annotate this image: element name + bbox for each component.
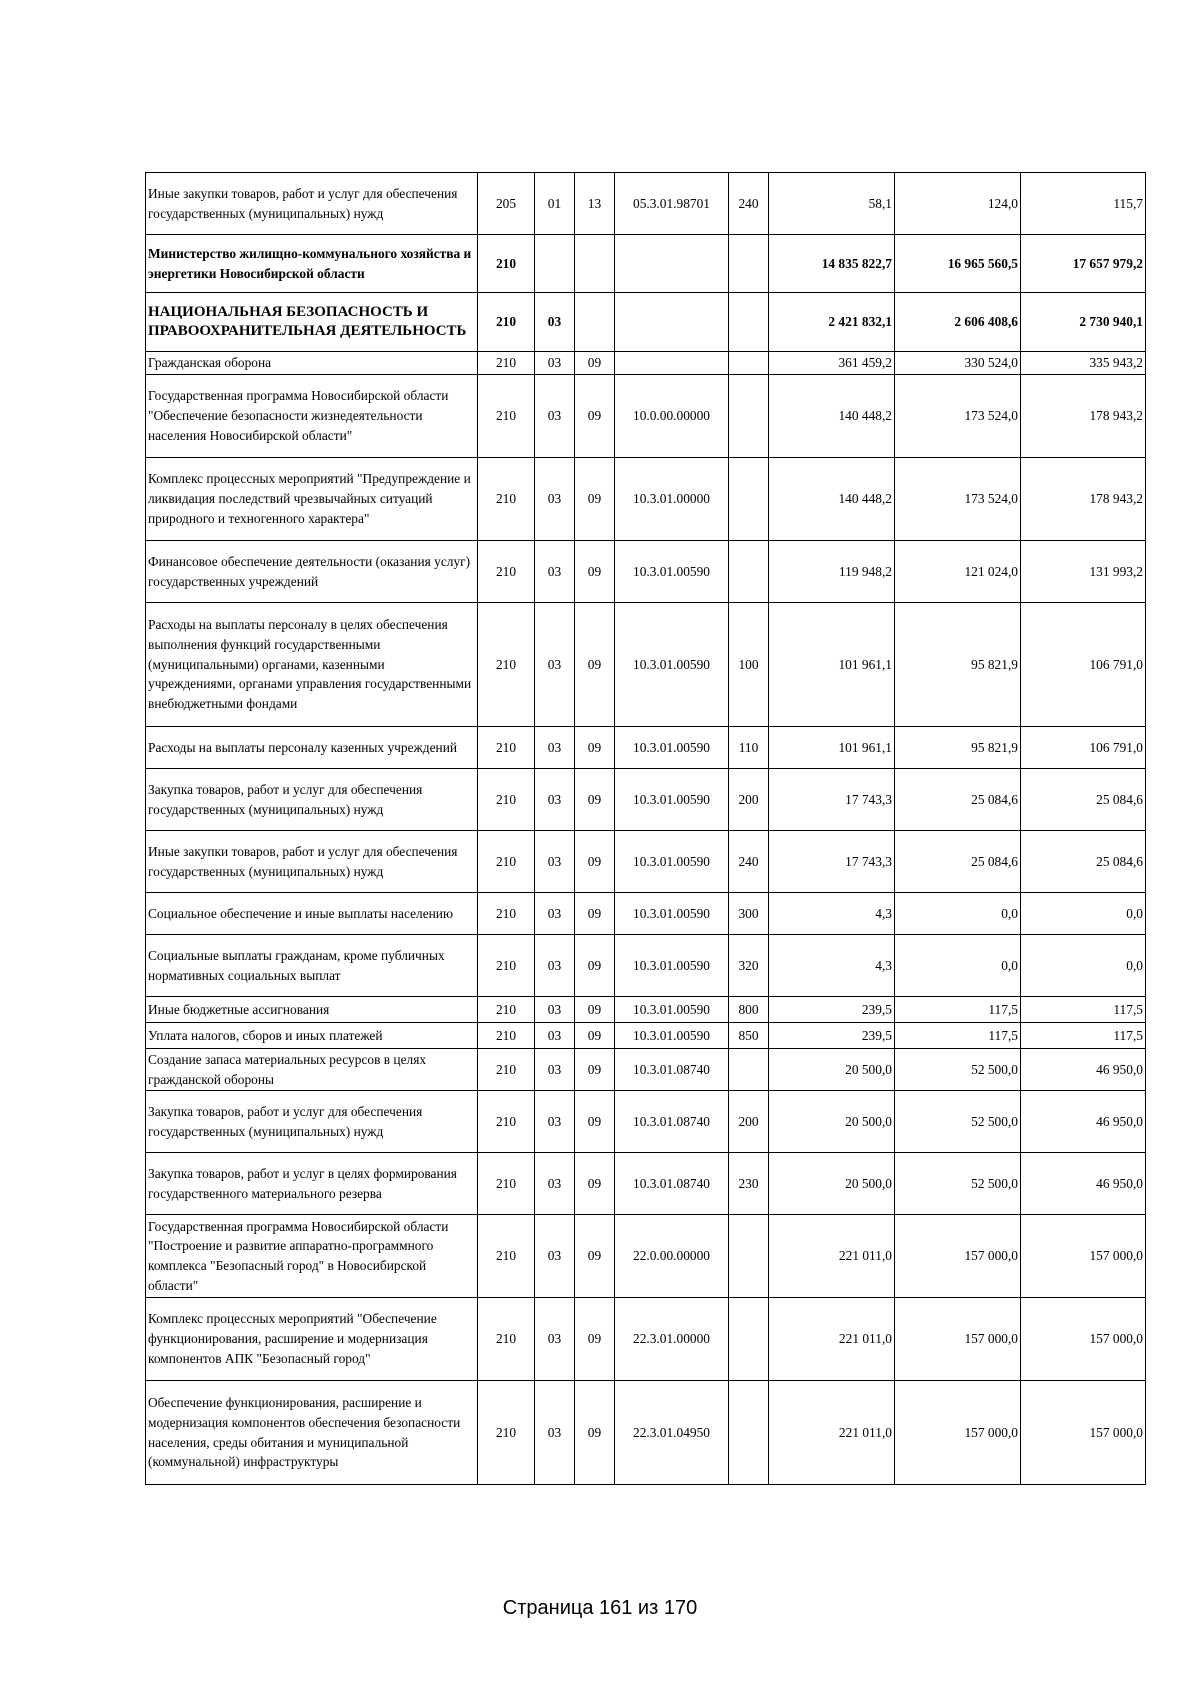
expense-type-cell: 110 xyxy=(729,727,769,769)
amount-2-cell: 52 500,0 xyxy=(895,1091,1021,1153)
grbs-cell: 210 xyxy=(478,769,535,831)
target-article-cell: 10.3.01.00590 xyxy=(615,541,729,603)
section-cell: 03 xyxy=(535,1049,575,1091)
row-name: Социальное обеспечение и иные выплаты населению xyxy=(146,893,478,935)
amount-2-cell: 157 000,0 xyxy=(895,1298,1021,1381)
section-cell: 03 xyxy=(535,727,575,769)
table-row xyxy=(146,893,1146,935)
expense-type-cell: 230 xyxy=(729,1153,769,1215)
amount-2-cell: 157 000,0 xyxy=(895,1381,1021,1485)
row-name: Иные закупки товаров, работ и услуг для обеспечения государственных (муниципальных) нужд xyxy=(146,831,478,893)
amount-3-cell: 106 791,0 xyxy=(1021,603,1146,727)
target-article-cell: 10.3.01.08740 xyxy=(615,1049,729,1091)
subsection-cell xyxy=(575,293,615,352)
row-name: Иные бюджетные ассигнования xyxy=(146,997,478,1023)
page-number-footer: Страница 161 из 170 xyxy=(502,1597,698,1619)
amount-3-cell: 46 950,0 xyxy=(1021,1091,1146,1153)
table-row xyxy=(146,1215,1146,1298)
amount-2-cell: 173 524,0 xyxy=(895,375,1021,458)
grbs-cell: 210 xyxy=(478,1381,535,1485)
row-name: Уплата налогов, сборов и иных платежей xyxy=(146,1023,478,1049)
row-name: Закупка товаров, работ и услуг в целях формирования государственного материального резерва xyxy=(146,1153,478,1215)
row-name: Обеспечение функционирования, расширение и модернизация компонентов обеспечения безопасности населения, среды обитания и муниципальной (коммунальной) инфраструктуры xyxy=(146,1381,478,1485)
section-cell: 03 xyxy=(535,1381,575,1485)
row-name: Гражданская оборона xyxy=(146,352,478,375)
table-row xyxy=(146,541,1146,603)
section-cell: 03 xyxy=(535,1091,575,1153)
amount-1-cell: 221 011,0 xyxy=(769,1298,895,1381)
amount-2-cell: 25 084,6 xyxy=(895,831,1021,893)
grbs-cell: 210 xyxy=(478,1153,535,1215)
table-row xyxy=(146,935,1146,997)
table-row xyxy=(146,1091,1146,1153)
expense-type-cell: 240 xyxy=(729,831,769,893)
target-article-cell: 10.3.01.00590 xyxy=(615,727,729,769)
amount-1-cell: 140 448,2 xyxy=(769,375,895,458)
amount-3-cell: 25 084,6 xyxy=(1021,831,1146,893)
table-row xyxy=(146,1049,1146,1091)
section-cell: 03 xyxy=(535,375,575,458)
grbs-cell: 205 xyxy=(478,173,535,235)
amount-3-cell: 0,0 xyxy=(1021,893,1146,935)
target-article-cell: 10.3.01.08740 xyxy=(615,1091,729,1153)
row-name: Государственная программа Новосибирской области "Построение и развитие аппаратно-программного комплекса "Безопасный город" в Новосибирской области" xyxy=(146,1215,478,1298)
amount-1-cell: 119 948,2 xyxy=(769,541,895,603)
section-cell: 03 xyxy=(535,541,575,603)
amount-1-cell: 4,3 xyxy=(769,893,895,935)
target-article-cell: 10.3.01.00590 xyxy=(615,997,729,1023)
expense-type-cell xyxy=(729,235,769,293)
grbs-cell: 210 xyxy=(478,997,535,1023)
row-name: Комплекс процессных мероприятий "Обеспечение функционирования, расширение и модернизация компонентов АПК "Безопасный город" xyxy=(146,1298,478,1381)
amount-1-cell: 20 500,0 xyxy=(769,1153,895,1215)
amount-3-cell: 131 993,2 xyxy=(1021,541,1146,603)
amount-3-cell: 157 000,0 xyxy=(1021,1381,1146,1485)
amount-2-cell: 95 821,9 xyxy=(895,603,1021,727)
table-row xyxy=(146,727,1146,769)
amount-1-cell: 4,3 xyxy=(769,935,895,997)
grbs-cell: 210 xyxy=(478,375,535,458)
expense-type-cell xyxy=(729,293,769,352)
grbs-cell: 210 xyxy=(478,352,535,375)
amount-1-cell: 20 500,0 xyxy=(769,1049,895,1091)
grbs-cell: 210 xyxy=(478,1215,535,1298)
row-name: НАЦИОНАЛЬНАЯ БЕЗОПАСНОСТЬ И ПРАВООХРАНИТЕЛЬНАЯ ДЕЯТЕЛЬНОСТЬ xyxy=(146,293,478,352)
section-cell: 03 xyxy=(535,458,575,541)
amount-1-cell: 101 961,1 xyxy=(769,727,895,769)
amount-3-cell: 106 791,0 xyxy=(1021,727,1146,769)
grbs-cell: 210 xyxy=(478,235,535,293)
amount-1-cell: 14 835 822,7 xyxy=(769,235,895,293)
grbs-cell: 210 xyxy=(478,727,535,769)
table-row xyxy=(146,352,1146,375)
amount-3-cell: 117,5 xyxy=(1021,1023,1146,1049)
amount-3-cell: 157 000,0 xyxy=(1021,1215,1146,1298)
table-row xyxy=(146,458,1146,541)
table-row xyxy=(146,293,1146,352)
amount-3-cell: 335 943,2 xyxy=(1021,352,1146,375)
table-row xyxy=(146,1381,1146,1485)
amount-1-cell: 239,5 xyxy=(769,997,895,1023)
amount-1-cell: 361 459,2 xyxy=(769,352,895,375)
row-name: Расходы на выплаты персоналу в целях обеспечения выполнения функций государственными (муниципальными) органами, казенными учреждениями, органами управления государственными внебюджетными фондами xyxy=(146,603,478,727)
amount-2-cell: 25 084,6 xyxy=(895,769,1021,831)
section-cell: 03 xyxy=(535,935,575,997)
subsection-cell: 13 xyxy=(575,173,615,235)
amount-3-cell: 0,0 xyxy=(1021,935,1146,997)
amount-2-cell: 16 965 560,5 xyxy=(895,235,1021,293)
target-article-cell: 10.3.01.00590 xyxy=(615,1023,729,1049)
target-article-cell xyxy=(615,293,729,352)
subsection-cell: 09 xyxy=(575,458,615,541)
amount-2-cell: 95 821,9 xyxy=(895,727,1021,769)
subsection-cell: 09 xyxy=(575,1049,615,1091)
amount-3-cell: 178 943,2 xyxy=(1021,375,1146,458)
subsection-cell: 09 xyxy=(575,893,615,935)
section-cell: 01 xyxy=(535,173,575,235)
subsection-cell: 09 xyxy=(575,352,615,375)
section-cell xyxy=(535,235,575,293)
amount-2-cell: 0,0 xyxy=(895,935,1021,997)
grbs-cell: 210 xyxy=(478,458,535,541)
amount-3-cell: 17 657 979,2 xyxy=(1021,235,1146,293)
amount-1-cell: 140 448,2 xyxy=(769,458,895,541)
amount-3-cell: 178 943,2 xyxy=(1021,458,1146,541)
expense-type-cell: 100 xyxy=(729,603,769,727)
amount-3-cell: 117,5 xyxy=(1021,997,1146,1023)
expense-type-cell xyxy=(729,352,769,375)
section-cell: 03 xyxy=(535,1298,575,1381)
subsection-cell: 09 xyxy=(575,1153,615,1215)
grbs-cell: 210 xyxy=(478,1023,535,1049)
target-article-cell: 05.3.01.98701 xyxy=(615,173,729,235)
section-cell: 03 xyxy=(535,1023,575,1049)
expense-type-cell: 200 xyxy=(729,769,769,831)
row-name: Закупка товаров, работ и услуг для обеспечения государственных (муниципальных) нужд xyxy=(146,1091,478,1153)
target-article-cell: 22.0.00.00000 xyxy=(615,1215,729,1298)
expense-type-cell: 200 xyxy=(729,1091,769,1153)
amount-1-cell: 20 500,0 xyxy=(769,1091,895,1153)
table-row xyxy=(146,1153,1146,1215)
amount-3-cell: 46 950,0 xyxy=(1021,1153,1146,1215)
table-row xyxy=(146,1298,1146,1381)
amount-1-cell: 221 011,0 xyxy=(769,1381,895,1485)
grbs-cell: 210 xyxy=(478,1298,535,1381)
subsection-cell: 09 xyxy=(575,831,615,893)
amount-2-cell: 157 000,0 xyxy=(895,1215,1021,1298)
amount-2-cell: 117,5 xyxy=(895,997,1021,1023)
target-article-cell: 10.3.01.00000 xyxy=(615,458,729,541)
expense-type-cell: 850 xyxy=(729,1023,769,1049)
section-cell: 03 xyxy=(535,293,575,352)
amount-2-cell: 330 524,0 xyxy=(895,352,1021,375)
section-cell: 03 xyxy=(535,831,575,893)
subsection-cell: 09 xyxy=(575,1298,615,1381)
expense-type-cell xyxy=(729,1049,769,1091)
expense-type-cell xyxy=(729,1215,769,1298)
grbs-cell: 210 xyxy=(478,603,535,727)
expense-type-cell: 800 xyxy=(729,997,769,1023)
subsection-cell: 09 xyxy=(575,1381,615,1485)
table-row xyxy=(146,769,1146,831)
target-article-cell: 10.3.01.00590 xyxy=(615,603,729,727)
budget-table xyxy=(145,172,1146,1485)
section-cell: 03 xyxy=(535,1215,575,1298)
expense-type-cell xyxy=(729,541,769,603)
subsection-cell: 09 xyxy=(575,375,615,458)
row-name: Социальные выплаты гражданам, кроме публичных нормативных социальных выплат xyxy=(146,935,478,997)
target-article-cell: 10.3.01.00590 xyxy=(615,769,729,831)
amount-3-cell: 2 730 940,1 xyxy=(1021,293,1146,352)
subsection-cell: 09 xyxy=(575,769,615,831)
expense-type-cell xyxy=(729,458,769,541)
amount-2-cell: 52 500,0 xyxy=(895,1153,1021,1215)
subsection-cell: 09 xyxy=(575,1091,615,1153)
row-name: Финансовое обеспечение деятельности (оказания услуг) государственных учреждений xyxy=(146,541,478,603)
amount-3-cell: 46 950,0 xyxy=(1021,1049,1146,1091)
section-cell: 03 xyxy=(535,997,575,1023)
expense-type-cell: 300 xyxy=(729,893,769,935)
amount-2-cell: 173 524,0 xyxy=(895,458,1021,541)
subsection-cell xyxy=(575,235,615,293)
amount-3-cell: 115,7 xyxy=(1021,173,1146,235)
row-name: Расходы на выплаты персоналу казенных учреждений xyxy=(146,727,478,769)
amount-1-cell: 221 011,0 xyxy=(769,1215,895,1298)
amount-2-cell: 117,5 xyxy=(895,1023,1021,1049)
target-article-cell: 22.3.01.04950 xyxy=(615,1381,729,1485)
target-article-cell xyxy=(615,235,729,293)
target-article-cell: 10.3.01.00590 xyxy=(615,831,729,893)
section-cell: 03 xyxy=(535,1153,575,1215)
target-article-cell: 10.3.01.00590 xyxy=(615,893,729,935)
amount-2-cell: 2 606 408,6 xyxy=(895,293,1021,352)
target-article-cell: 22.3.01.00000 xyxy=(615,1298,729,1381)
amount-1-cell: 58,1 xyxy=(769,173,895,235)
subsection-cell: 09 xyxy=(575,541,615,603)
table-row xyxy=(146,235,1146,293)
expense-type-cell xyxy=(729,1298,769,1381)
expense-type-cell xyxy=(729,1381,769,1485)
expense-type-cell xyxy=(729,375,769,458)
table-row xyxy=(146,173,1146,235)
target-article-cell: 10.3.01.00590 xyxy=(615,935,729,997)
table-row xyxy=(146,375,1146,458)
amount-1-cell: 17 743,3 xyxy=(769,769,895,831)
section-cell: 03 xyxy=(535,893,575,935)
grbs-cell: 210 xyxy=(478,541,535,603)
row-name: Министерство жилищно-коммунального хозяйства и энергетики Новосибирской области xyxy=(146,235,478,293)
amount-2-cell: 121 024,0 xyxy=(895,541,1021,603)
amount-1-cell: 2 421 832,1 xyxy=(769,293,895,352)
amount-1-cell: 101 961,1 xyxy=(769,603,895,727)
expense-type-cell: 240 xyxy=(729,173,769,235)
subsection-cell: 09 xyxy=(575,1023,615,1049)
amount-1-cell: 239,5 xyxy=(769,1023,895,1049)
amount-3-cell: 157 000,0 xyxy=(1021,1298,1146,1381)
grbs-cell: 210 xyxy=(478,893,535,935)
grbs-cell: 210 xyxy=(478,935,535,997)
table-row xyxy=(146,603,1146,727)
table-row xyxy=(146,997,1146,1023)
row-name: Иные закупки товаров, работ и услуг для обеспечения государственных (муниципальных) нужд xyxy=(146,173,478,235)
amount-2-cell: 52 500,0 xyxy=(895,1049,1021,1091)
target-article-cell: 10.3.01.08740 xyxy=(615,1153,729,1215)
grbs-cell: 210 xyxy=(478,1049,535,1091)
row-name: Закупка товаров, работ и услуг для обеспечения государственных (муниципальных) нужд xyxy=(146,769,478,831)
amount-2-cell: 0,0 xyxy=(895,893,1021,935)
row-name: Создание запаса материальных ресурсов в целях гражданской обороны xyxy=(146,1049,478,1091)
subsection-cell: 09 xyxy=(575,603,615,727)
target-article-cell xyxy=(615,352,729,375)
grbs-cell: 210 xyxy=(478,831,535,893)
grbs-cell: 210 xyxy=(478,293,535,352)
section-cell: 03 xyxy=(535,352,575,375)
section-cell: 03 xyxy=(535,603,575,727)
grbs-cell: 210 xyxy=(478,1091,535,1153)
row-name: Государственная программа Новосибирской области "Обеспечение безопасности жизнедеятельности населения Новосибирской области" xyxy=(146,375,478,458)
subsection-cell: 09 xyxy=(575,1215,615,1298)
amount-2-cell: 124,0 xyxy=(895,173,1021,235)
amount-3-cell: 25 084,6 xyxy=(1021,769,1146,831)
amount-1-cell: 17 743,3 xyxy=(769,831,895,893)
expense-type-cell: 320 xyxy=(729,935,769,997)
target-article-cell: 10.0.00.00000 xyxy=(615,375,729,458)
table-row xyxy=(146,831,1146,893)
table-row xyxy=(146,1023,1146,1049)
subsection-cell: 09 xyxy=(575,727,615,769)
subsection-cell: 09 xyxy=(575,935,615,997)
subsection-cell: 09 xyxy=(575,997,615,1023)
row-name: Комплекс процессных мероприятий "Предупреждение и ликвидация последствий чрезвычайных ситуаций природного и техногенного характера" xyxy=(146,458,478,541)
section-cell: 03 xyxy=(535,769,575,831)
